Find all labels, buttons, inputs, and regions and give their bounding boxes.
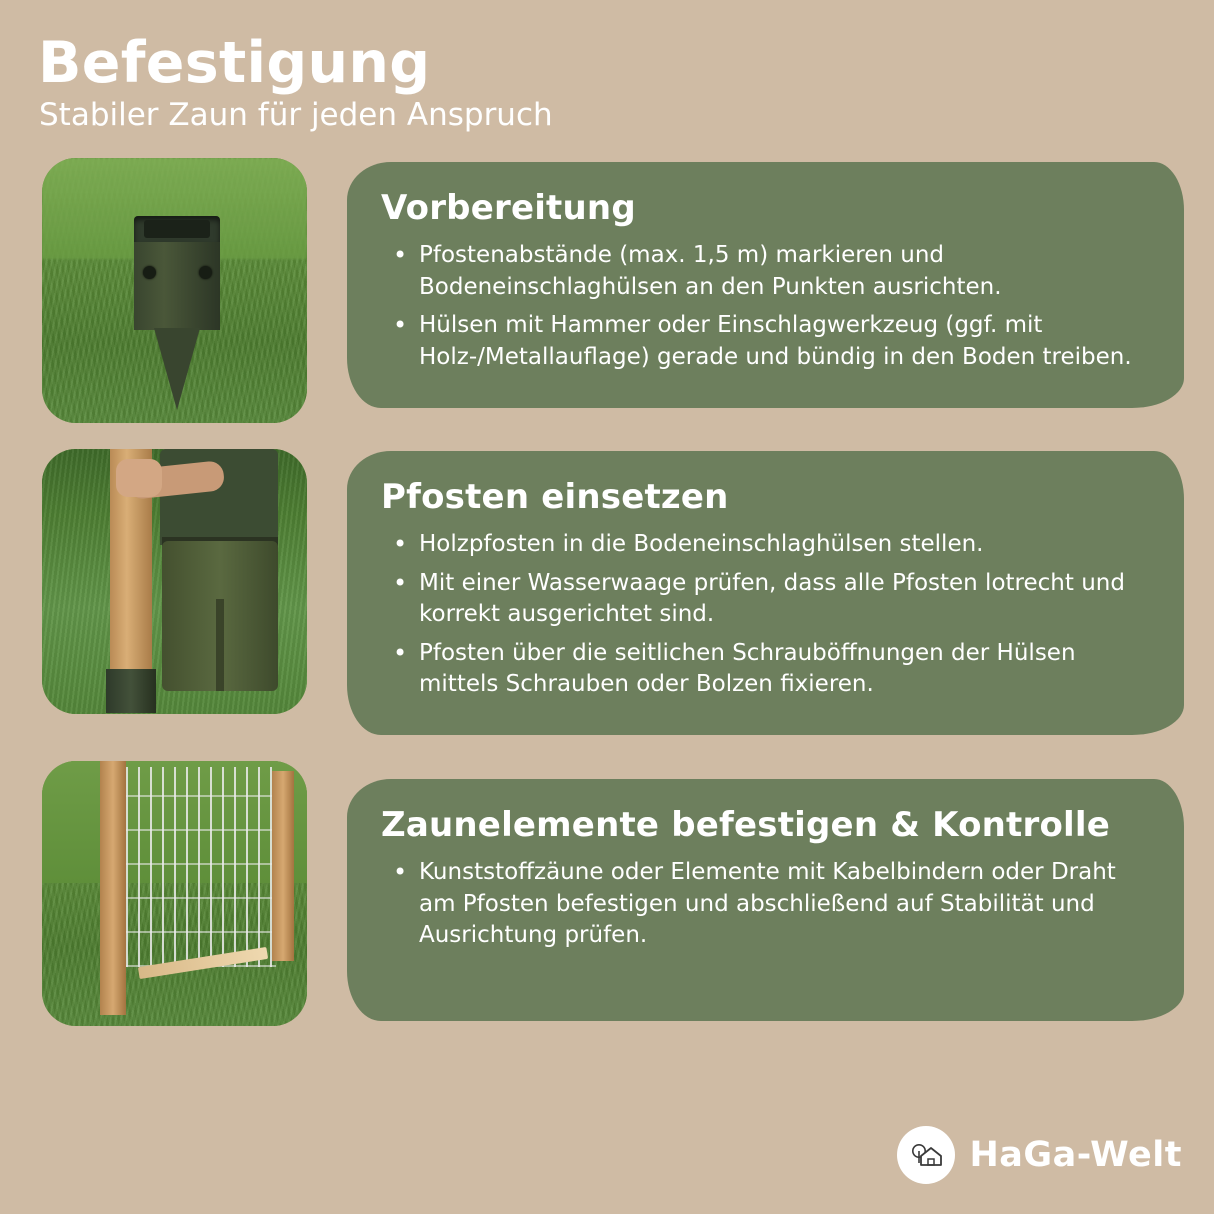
brand-name: HaGa-Welt — [969, 1135, 1182, 1175]
step-bullets-2 — [381, 529, 1150, 701]
step-panel-3 — [347, 779, 1184, 1021]
sleeve-spike — [154, 328, 200, 410]
step-bullets-1 — [381, 240, 1150, 373]
brand-logo — [897, 1126, 1182, 1184]
house-tree-icon — [897, 1126, 955, 1184]
page-title: Befestigung — [38, 30, 431, 96]
leg-gap-shadow — [216, 599, 224, 691]
page-subtitle: Stabiler Zaun für jeden Anspruch — [39, 97, 553, 134]
list-item: • Hülsen mit Hammer oder Einschlagwerkzeug (ggf. mit Holz-/Metallauflage) gerade und bündig in den Boden treiben. — [415, 310, 1150, 373]
list-item: • Pfostenabstände (max. 1,5 m) markieren und Bodeneinschlaghülsen an den Punkten ausrichten. — [415, 240, 1150, 303]
step-panel-1 — [347, 162, 1184, 408]
fence-post-left — [100, 761, 126, 1015]
step-heading-1: Vorbereitung — [381, 188, 636, 229]
step-image-1 — [42, 158, 307, 423]
post-sleeve-base — [106, 669, 156, 713]
fence-post-right — [272, 771, 294, 961]
step-heading-3: Zaunelemente befestigen & Kontrolle — [381, 805, 1111, 846]
step-heading-2: Pfosten einsetzen — [381, 477, 729, 518]
step-panel-2 — [347, 451, 1184, 735]
person-hand — [116, 459, 162, 497]
ground-sleeve-body — [134, 238, 220, 330]
step-image-2 — [42, 449, 307, 714]
step-row-1 — [36, 158, 1184, 423]
list-item: • Mit einer Wasserwaage prüfen, dass alle Pfosten lotrecht und korrekt ausgerichtet sind. — [415, 568, 1150, 631]
list-item: • Holzpfosten in die Bodeneinschlaghülsen stellen. — [415, 529, 1150, 561]
step-image-3 — [42, 761, 307, 1026]
header — [36, 30, 1184, 134]
wire-mesh-fence — [126, 767, 276, 967]
step-row-2 — [36, 449, 1184, 735]
ground-sleeve-opening — [144, 220, 210, 238]
list-item: • Kunststoffzäune oder Elemente mit Kabelbindern oder Draht am Pfosten befestigen und abschließend auf Stabilität und Ausrichtung prüfen. — [415, 857, 1150, 952]
person-torso — [160, 449, 278, 545]
list-item: • Pfosten über die seitlichen Schrauböffnungen der Hülsen mittels Schrauben oder Bolzen fixieren. — [415, 638, 1150, 701]
step-row-3 — [36, 761, 1184, 1026]
step-bullets-3 — [381, 857, 1150, 952]
